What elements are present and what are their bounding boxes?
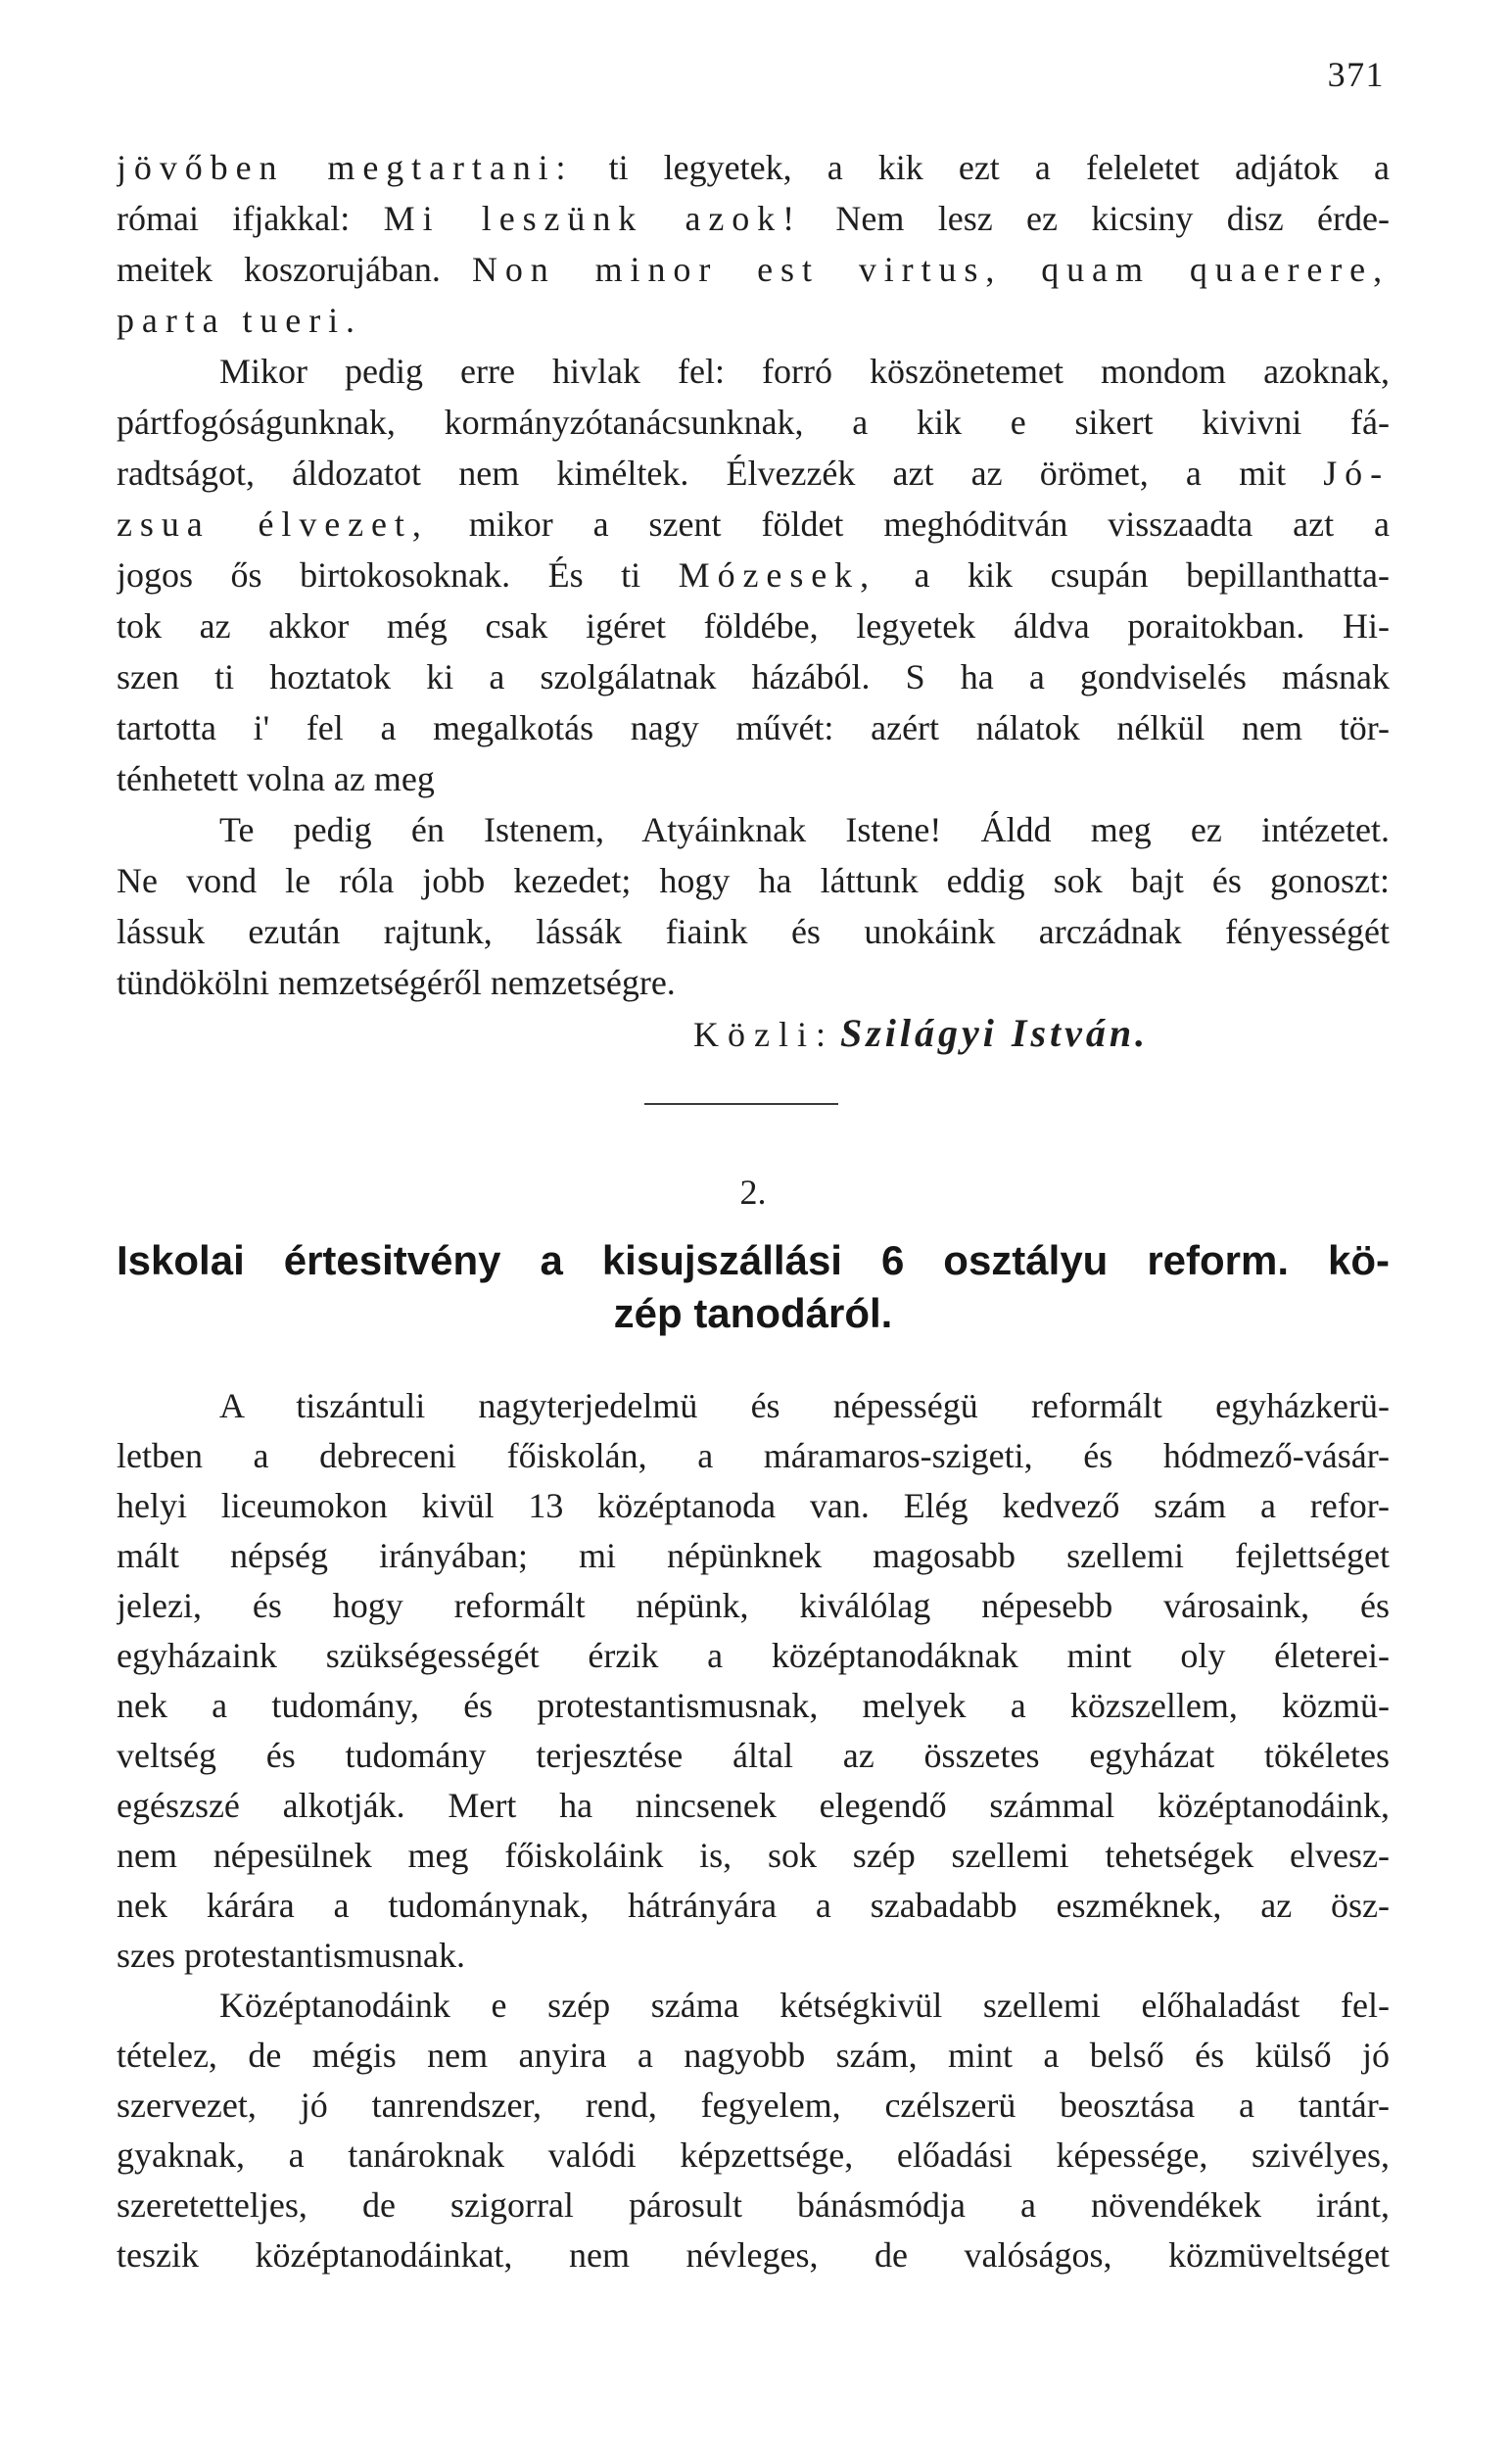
text-line: tartotta i' fel a megalkotás nagy művét: azért nálatok nélkül nem tör- [117, 708, 1390, 747]
attribution-author: Szilágyi István. [839, 1011, 1150, 1055]
text-line: Középtanodáink e szép száma kétségkivül szellemi előhaladást fel- [219, 1986, 1390, 2025]
text-line: Mikor pedig erre hivlak fel: forró köszönetemet mondom azoknak, [219, 352, 1390, 391]
text-line: gyaknak, a tanároknak valódi képzettsége, előadási képessége, szivélyes, [117, 2135, 1390, 2175]
text-line: lássuk ezután rajtunk, lássák fiaink és unokáink arczádnak fényességét [117, 912, 1390, 951]
text-line [117, 193, 1390, 244]
previous-article-text [117, 142, 1390, 1008]
spaced-text: jövőben megtartani: [117, 148, 574, 187]
text-segment: meitek koszorujában. [117, 250, 472, 289]
text-line: tok az akkor még csak igéret földébe, legyetek áldva poraitokban. Hi- [117, 606, 1390, 646]
text-line: parta tueri. [117, 301, 362, 340]
attribution [693, 1008, 1149, 1059]
attribution-label: Közli: [693, 1015, 834, 1054]
text-segment: mikor a szent földet meghóditván visszaadta azt a [428, 504, 1390, 544]
text-segment: ti legyetek, a kik ezt a feleletet adjátok a [573, 148, 1390, 187]
text-line: mált népség irányában; mi népünknek magosabb szellemi fejlettséget [117, 1536, 1390, 1575]
text-line: tételez, de mégis nem anyira a nagyobb szám, mint a belső és külső jó [117, 2036, 1390, 2075]
text-line: nek a tudomány, és protestantismusnak, melyek a közszellem, közmü- [117, 1686, 1390, 1725]
text-line: egyházaink szükségességét érzik a középtanodáknak mint oly életerei- [117, 1636, 1390, 1675]
text-line: helyi liceumokon kivül 13 középtanoda van. Elég kedvező szám a refor- [117, 1486, 1390, 1525]
article-number: 2. [739, 1173, 767, 1212]
text-segment: Nem lesz ez kicsiny disz érde- [802, 199, 1390, 238]
article-body [117, 1381, 1390, 2280]
text-line: pártfogóságunknak, kormányzótanácsunknak, a kik e sikert kivivni fá- [117, 403, 1390, 442]
text-line: jelezi, és hogy reformált népünk, kiválólag népesebb városaink, és [117, 1586, 1390, 1625]
spaced-text: zsua élvezet, [117, 504, 429, 544]
text-line [117, 142, 1390, 193]
spaced-text: Non minor est virtus, quam quaerere, [471, 250, 1390, 289]
page-number: 371 [1327, 55, 1385, 94]
section-divider [644, 1103, 838, 1105]
text-line: Ne vond le róla jobb kezedet; hogy ha láttunk eddig sok bajt és gonoszt: [117, 861, 1390, 900]
text-line: egészszé alkotják. Mert ha nincsenek elegendő számmal középtanodáink, [117, 1786, 1390, 1825]
title-line: zép tanodáról. [613, 1290, 893, 1336]
text-segment: római ifjakkal: [117, 199, 384, 238]
text-line: teszik középtanodáinkat, nem névleges, de valóságos, közmüveltséget [117, 2235, 1390, 2275]
text-segment: a kik csupán bepillanthatta- [876, 555, 1390, 595]
text-line: szeretetteljes, de szigorral párosult bánásmódja a növendékek iránt, [117, 2185, 1390, 2225]
text-line: A tiszántuli nagyterjedelmü és népességü reformált egyházkerü- [219, 1386, 1390, 1425]
text-line [117, 244, 1390, 295]
text-line: nek kárára a tudománynak, hátrányára a szabadabb eszméknek, az ösz- [117, 1886, 1390, 1925]
text-line: veltség és tudomány terjesztése által az összetes egyházat tökéletes [117, 1736, 1390, 1775]
spaced-text: Mózesek, [678, 555, 876, 595]
text-line: Te pedig én Istenem, Atyáinknak Istene! Áldd meg ez intézetet. [219, 810, 1390, 849]
text-line: nem népesülnek meg főiskoláink is, sok szép szellemi tehetségek elvesz- [117, 1836, 1390, 1875]
spaced-text: Mi leszünk azok! [383, 199, 803, 238]
text-line: ténhetett volna az meg [117, 759, 435, 798]
text-line: szen ti hoztatok ki a szolgálatnak házából. S ha a gondviselés másnak [117, 657, 1390, 696]
text-line: letben a debreceni főiskolán, a máramaros-szigeti, és hódmező-vásár- [117, 1436, 1390, 1475]
article-title [117, 1234, 1390, 1340]
text-line: szervezet, jó tanrendszer, rend, fegyelem, czélszerü beosztása a tantár- [117, 2086, 1390, 2125]
text-line [117, 550, 1390, 600]
text-segment: radtságot, áldozatot nem kiméltek. Élvezzék azt az örömet, a mit [117, 454, 1324, 493]
text-line: szes protestantismusnak. [117, 1936, 465, 1975]
text-line [117, 448, 1390, 499]
spaced-text: Jó- [1323, 454, 1390, 493]
text-segment: jogos ős birtokosoknak. És ti [117, 555, 679, 595]
title-line: Iskolai értesitvény a kisujszállási 6 osztályu reform. kö- [117, 1237, 1390, 1283]
text-line [117, 499, 1390, 550]
text-line: tündökölni nemzetségéről nemzetségre. [117, 963, 676, 1002]
